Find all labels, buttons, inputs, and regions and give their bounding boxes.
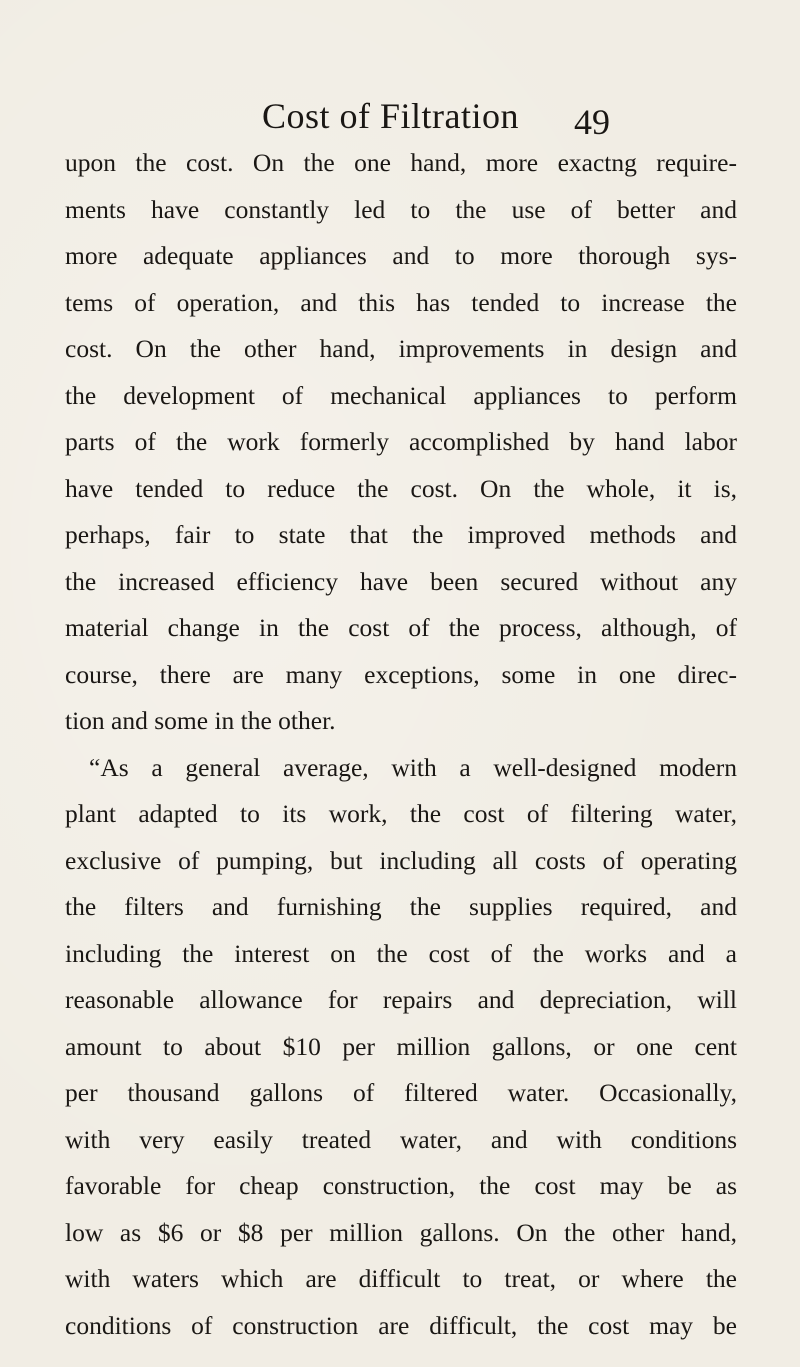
text-line: course, there are many exceptions, some in one direc- <box>65 659 737 689</box>
text-line: low as $6 or $8 per million gallons. On the other hand, <box>65 1217 737 1247</box>
text-line: conditions of construction are difficult, the cost may be <box>65 1310 737 1340</box>
text-line: have tended to reduce the cost. On the whole, it is, <box>65 473 737 503</box>
text-line: parts of the work formerly accomplished by hand labor <box>65 427 737 456</box>
body-text <box>65 140 737 1349</box>
paragraph-start-line: “As a general average, with a well-designed modern <box>89 752 737 782</box>
text-line: per thousand gallons of filtered water. Occasionally, <box>65 1078 737 1107</box>
text-line: tems of operation, and this has tended to increase the <box>65 287 737 317</box>
paragraph-end-line: tion and some in the other. <box>65 706 336 735</box>
text-line: with very easily treated water, and with conditions <box>65 1124 737 1154</box>
text-line: ments have constantly led to the use of better and <box>65 194 737 224</box>
text-line: upon the cost. On the one hand, more exactng require- <box>65 148 737 177</box>
text-line: plant adapted to its work, the cost of filtering water, <box>65 799 737 828</box>
running-title: Cost of Filtration <box>262 96 520 136</box>
text-line: amount to about $10 per million gallons, or one cent <box>65 1031 737 1061</box>
running-head <box>0 94 800 144</box>
text-line: material change in the cost of the process, although, of <box>65 613 737 642</box>
text-line: the filters and furnishing the supplies required, and <box>65 892 737 921</box>
text-line: the development of mechanical appliances to perform <box>65 380 737 410</box>
text-line: including the interest on the cost of the works and a <box>65 938 737 968</box>
text-line: the increased efficiency have been secured without any <box>65 566 737 596</box>
text-line: favorable for cheap construction, the cost may be as <box>65 1171 737 1200</box>
text-line: exclusive of pumping, but including all costs of operating <box>65 845 737 875</box>
text-line: reasonable allowance for repairs and depreciation, will <box>65 985 737 1014</box>
text-line: perhaps, fair to state that the improved methods and <box>65 520 737 549</box>
page-number: 49 <box>574 102 610 142</box>
text-line: with waters which are difficult to treat, or where the <box>65 1264 737 1293</box>
text-line: cost. On the other hand, improvements in design and <box>65 334 737 363</box>
text-line: more adequate appliances and to more thorough sys- <box>65 241 737 270</box>
